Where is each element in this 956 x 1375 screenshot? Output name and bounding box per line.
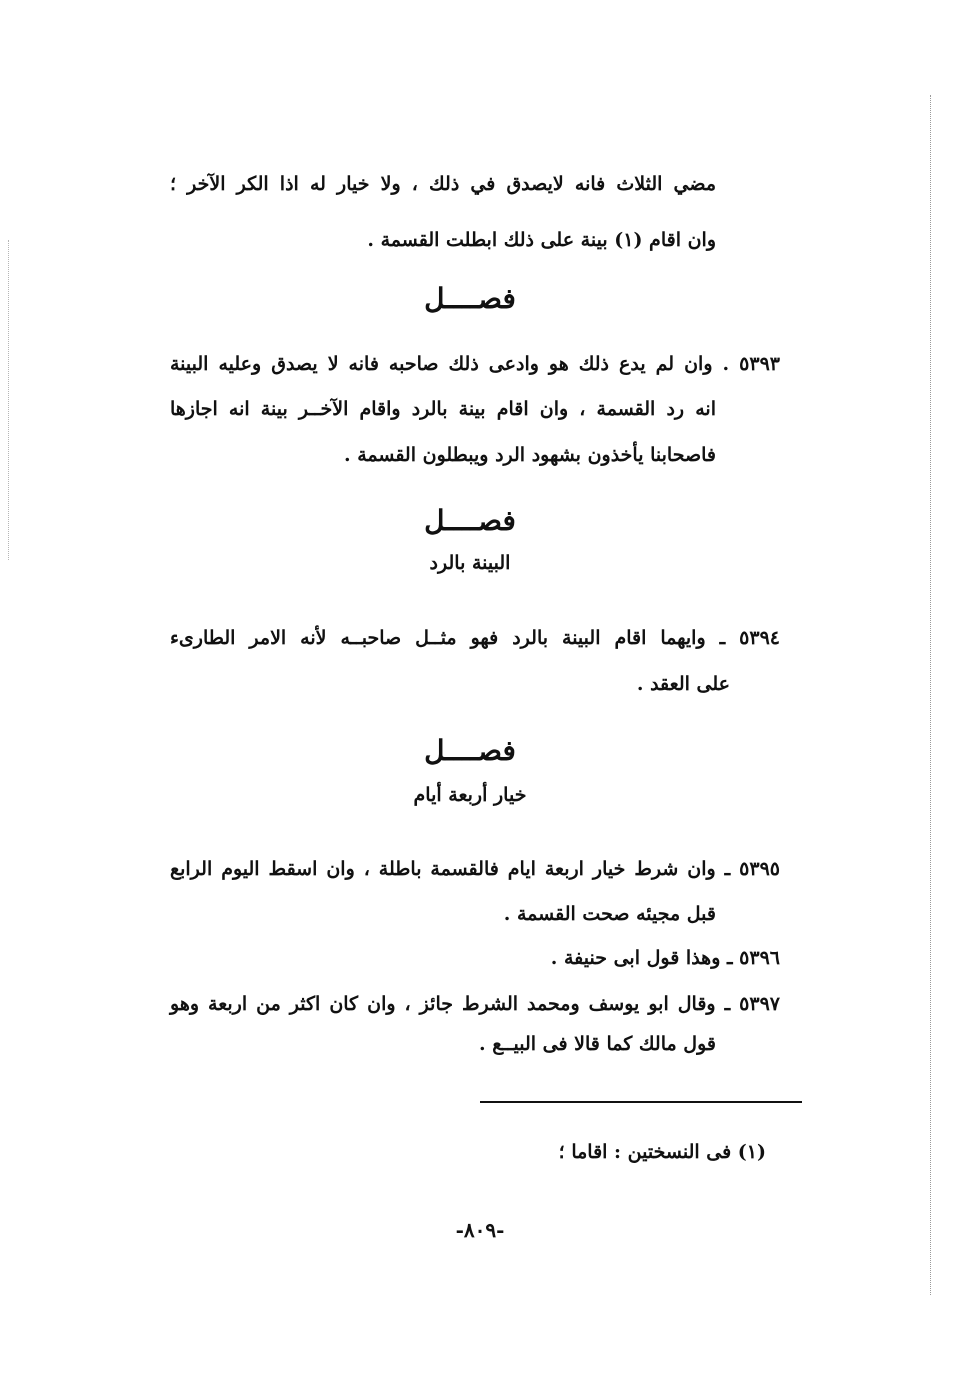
paragraph-5393-line: فاصحابنا يأخذون بشهود الرد ويبطلون القسمة . bbox=[343, 444, 716, 466]
paragraph-5397-line: ٥٣٩٧ ـ وقال ابو يوسف ومحمد الشرط جائز ، وان كان اكثر من اربعة وهو bbox=[170, 993, 780, 1015]
section-heading: فصــــل bbox=[424, 734, 516, 767]
paragraph-5393-line: انه رد القسمة ، وان اقام بينة بالرد واقام الآخــر بينة انه اجازها bbox=[170, 398, 716, 420]
paragraph-5394-line: ٥٣٩٤ ـ وايهما اقام البينة بالرد فهو مثــل صاحبــه لأنه الامر الطارىء bbox=[170, 627, 780, 649]
section-subheading: البينة بالرد bbox=[429, 552, 511, 574]
section-heading: فصــــل bbox=[424, 282, 516, 315]
paragraph-5396-line: ٥٣٩٦ ـ وهذا قول ابى حنيفة . bbox=[550, 947, 780, 969]
text-line: مضي الثلاث فانه لايصدق في ذلك ، ولا خيار له اذا الكر الآخر ؛ bbox=[170, 173, 716, 195]
footnote: (١) فى النسختين : اقاما ؛ bbox=[558, 1141, 766, 1163]
paragraph-5395-line: ٥٣٩٥ ـ وان شرط خيار اربعة ايام فالقسمة باطلة ، وان اسقط اليوم الرابع bbox=[170, 858, 780, 880]
paragraph-5394-line: على العقد . bbox=[636, 673, 730, 695]
section-heading: فصــــل bbox=[424, 504, 516, 537]
scan-edge-left bbox=[8, 240, 9, 560]
text-line: وان اقام (١) بينة على ذلك ابطلت القسمة . bbox=[367, 229, 716, 251]
page-number: -٨٠٩- bbox=[455, 1218, 505, 1242]
paragraph-5395-line: قبل مجيئه صحت القسمة . bbox=[503, 903, 716, 925]
footnote-divider bbox=[480, 1101, 802, 1103]
scan-edge-right bbox=[930, 95, 931, 1295]
paragraph-5397-line: قول مالك كما قالا فى البيــع . bbox=[479, 1033, 716, 1055]
section-subheading: خيار أربعة أيام bbox=[413, 784, 527, 806]
paragraph-5393-line: ٥٣٩٣ . وان لم يدع ذلك هو وادعى ذلك صاحبه فانه لا يصدق وعليه البينة bbox=[170, 353, 780, 375]
